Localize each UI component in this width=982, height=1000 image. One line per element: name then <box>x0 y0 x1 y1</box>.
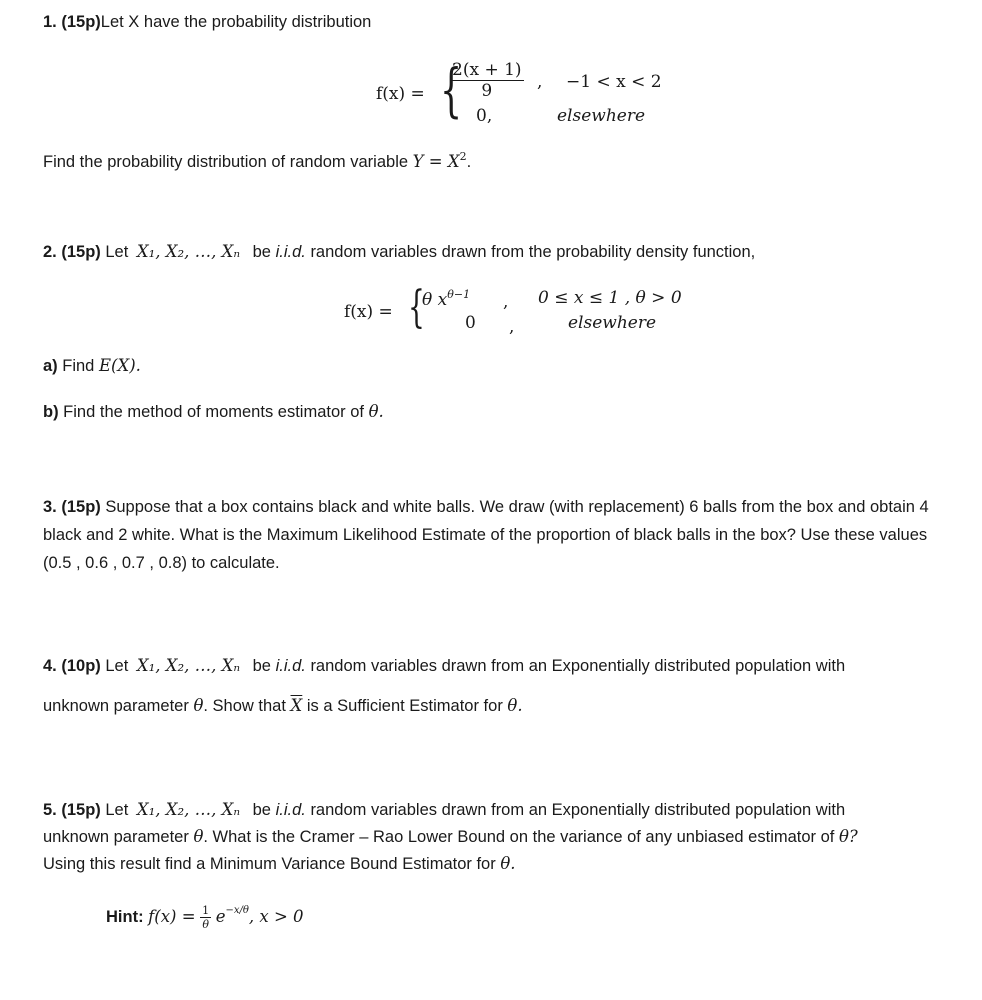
q4-line2-mid: . Show that <box>203 697 286 715</box>
q5-hint-label: Hint: <box>106 907 144 926</box>
q5-line2-post: . What is the Cramer – Rao Lower Bound on the variance of any unbiased estimator of <box>203 828 835 846</box>
q2-intro-tail: random variables drawn from the probability density function, <box>310 243 756 261</box>
q5-line3 <box>43 854 516 874</box>
q2-case1-value: θ x <box>422 290 448 310</box>
q2-intro-post: be <box>252 243 271 261</box>
q2-case2-condition: elsewhere <box>568 313 657 333</box>
q1-case1-denominator: 9 <box>481 81 493 101</box>
q4-intro-pre: Let <box>105 657 129 675</box>
q4-intro-line <box>43 656 845 676</box>
q4-intro-post: be <box>252 657 271 675</box>
q5-intro-pre: Let <box>105 801 129 819</box>
q4-line2 <box>43 696 523 716</box>
q1-case1-fraction <box>450 60 524 101</box>
q2-part-a-text: Find <box>62 357 95 375</box>
q5-line3-end: θ. <box>500 854 516 873</box>
q2-iid: i.i.d. <box>275 243 306 261</box>
q4-xbar: $\overline{X}$ <box>290 696 303 715</box>
q2-part-a-label: a) <box>43 357 58 375</box>
q1-number: 1. (15p) <box>43 13 101 31</box>
q2-part-a <box>43 356 141 376</box>
q5-intro-line <box>43 800 845 820</box>
q5-hint <box>106 904 304 931</box>
q5-hint-fraction <box>200 904 211 931</box>
q2-comma-1: , <box>503 292 509 312</box>
q5-number: 5. (15p) <box>43 801 101 819</box>
q2-comma-2: , <box>509 317 515 337</box>
q1-question-math: Y = X <box>412 152 460 171</box>
q5-line3-text: Using this result find a Minimum Variance Bound Estimator for <box>43 855 496 873</box>
q2-number: 2. (15p) <box>43 243 101 261</box>
q5-hint-tail: , x > 0 <box>248 906 304 926</box>
q5-line2 <box>43 827 858 847</box>
q4-line2-post: is a Sufficient Estimator for <box>306 697 503 715</box>
q2-intro-line <box>43 242 755 262</box>
q4-iid: i.i.d. <box>275 657 306 675</box>
q2-brace: { <box>408 282 425 333</box>
q1-f-label: f(x) = <box>376 84 425 104</box>
q1-case2-value: 0, <box>476 106 493 126</box>
q2-part-b <box>43 402 384 422</box>
q5-intro-post: be <box>252 801 271 819</box>
q3-number: 3. (15p) <box>43 498 101 516</box>
q5-theta: θ <box>193 827 204 846</box>
q2-case2-value: 0 <box>465 313 476 333</box>
q2-part-b-label: b) <box>43 403 59 421</box>
q2-part-a-math: E(X). <box>98 356 141 375</box>
q2-part-b-math: θ. <box>368 402 384 421</box>
q5-hint-frac-num: 1 <box>202 904 210 917</box>
q1-case1-numerator: 2(x + 1) <box>452 60 522 80</box>
q1-question-sup: 2 <box>459 150 467 163</box>
q1-brace: { <box>440 56 463 124</box>
q4-number: 4. (10p) <box>43 657 101 675</box>
q5-hint-e: e <box>215 906 226 926</box>
q2-f-label: f(x) = <box>344 302 393 322</box>
q3-paragraph <box>43 493 958 577</box>
q4-line2-pre: unknown parameter <box>43 697 189 715</box>
q1-question-text: Find the probability distribution of random variable <box>43 153 409 171</box>
q5-hint-frac-den: θ <box>202 918 209 931</box>
q1-intro-line <box>43 13 371 32</box>
q2-variables: X₁, X₂, …, Xₙ <box>136 242 241 261</box>
q5-line2-end: θ? <box>838 827 858 846</box>
q2-case1-exponent: θ−1 <box>447 288 471 301</box>
q4-variables: X₁, X₂, …, Xₙ <box>136 656 241 675</box>
q5-intro-tail: random variables drawn from an Exponentially distributed population with <box>310 801 846 819</box>
q5-iid: i.i.d. <box>275 801 306 819</box>
q2-case1 <box>422 288 470 310</box>
q4-end-theta: θ. <box>507 696 523 715</box>
q1-case2-condition: elsewhere <box>557 106 646 126</box>
q1-question: Find the probability distribution of random variable $Y = X^2$. <box>43 150 472 171</box>
q1-case1-condition: −1 < x < 2 <box>566 72 662 92</box>
q1-intro: Let X have the probability distribution <box>100 13 372 31</box>
q5-hint-f: f(x) = <box>148 906 196 926</box>
q5-variables: X₁, X₂, …, Xₙ <box>136 800 241 819</box>
q3-text: Suppose that a box contains black and white balls. We draw (with replacement) 6 balls from the box and obtain 4 black and 2 white. What is the Maximum Likelihood Estimate of the proportion of black balls in the box? Use these values (0.5 , 0.6 , 0.7 , 0.8) to calculate. <box>43 498 929 572</box>
q4-theta: θ <box>193 696 204 715</box>
q2-part-b-text: Find the method of moments estimator of <box>63 403 364 421</box>
q1-comma: , <box>537 72 543 92</box>
q2-case1-condition: 0 ≤ x ≤ 1 , θ > 0 <box>538 288 682 308</box>
q5-line2-pre: unknown parameter <box>43 828 189 846</box>
q4-intro-tail: random variables drawn from an Exponentially distributed population with <box>310 657 846 675</box>
q5-hint-exp: −x/θ <box>225 904 249 916</box>
q2-intro-pre: Let <box>105 243 129 261</box>
